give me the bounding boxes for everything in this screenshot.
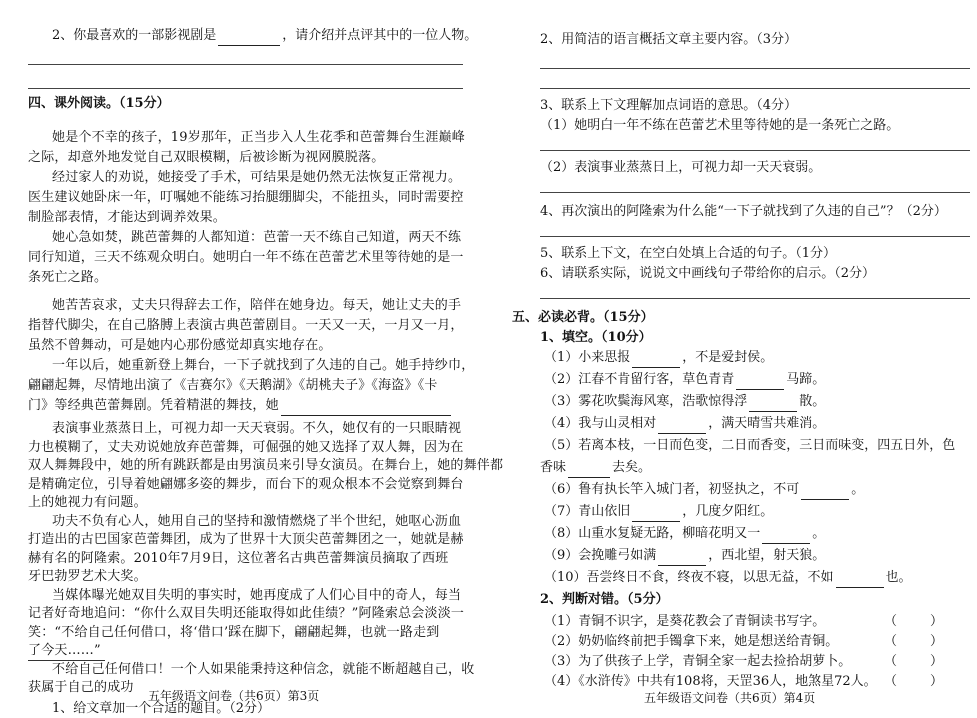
passage-line: 当媒体曝光她双目失明的事实时，她再度成了人们心目中的奇人，每当 [52, 587, 462, 603]
passage-line: 她苦苦哀求，丈夫只得辞去工作，陪伴在她身边。每天，她让丈夫的手 [52, 298, 462, 313]
passage-line: 翩翩起舞，尽情地出演了《吉赛尔》《天鹅湖》《胡桃夫子》《海盗》《卡 [28, 378, 438, 393]
right-page-footer: 五年级语文问卷（共6页）第4页 [644, 691, 816, 705]
question-5: 5、联系上下文，在空白处填上合适的句子。（1分） [540, 246, 837, 261]
passage-line: 制脸部表情，才能达到调养效果。 [28, 210, 227, 225]
answer-blank[interactable] [632, 508, 680, 522]
answer-line[interactable] [28, 88, 463, 89]
passage-line: 打造出的古巴国家芭蕾舞团，成为了世界十大顶尖芭蕾舞团之一，她就是赫 [28, 532, 464, 547]
passage-line: 力也模糊了，丈夫劝说她放弃芭蕾舞，可倔强的她又选择了双人舞，因为在 [28, 439, 464, 455]
fill-item: （2）江春不肯留行客，草色青青 马蹄。 [544, 370, 825, 390]
answer-line[interactable] [540, 88, 970, 89]
passage-line: 赫有名的阿隆索。2010年7月9日，这位著名古典芭蕾舞演员摘取了西班 [28, 550, 449, 566]
passage-line: 不给自己任何借口！一个人如果能秉持这种信念，就能不断超越自己，收 [52, 661, 475, 677]
judge-item: （1）青铜不识字，是葵花教会了青铜读书写字。 [544, 614, 826, 629]
fill-item: 香味 去矣。 [540, 458, 651, 478]
answer-line[interactable] [28, 64, 463, 65]
answer-blank[interactable] [762, 530, 810, 544]
fill-item: （8）山重水复疑无路，柳暗花明又一 。 [544, 524, 825, 544]
passage-line: 双人舞舞段中，她的所有跳跃都是由男演员来引导女演员。在舞台上，她的舞伴都 [28, 458, 504, 473]
passage-line: 功夫不负有心人，她用自己的坚持和激情燃烧了半个世纪，她呕心沥血 [52, 513, 462, 529]
q2-text-end: ，请介绍并点评其中的一位人物。 [282, 28, 478, 43]
question-3-word-meaning: 3、联系上下文理解加点词语的意思。（4分） [540, 98, 798, 113]
question-3-1: （1）她明白一年不练在芭蕾艺术里等待她的是一条死亡之路。 [540, 118, 900, 133]
passage-line: 表演事业蒸蒸日上，可视力却一天天衰弱。不久，她仅有的一只眼睛视 [52, 421, 462, 436]
passage-line: 指替代脚尖，在自己胳膊上表演古典芭蕾剧目。一天又一天，一月又一月， [28, 318, 464, 333]
passage-text: 门》等经典芭蕾舞剧。凭着精湛的舞技，她 [28, 398, 279, 413]
fill-item: （5）若离本枝，一日而色变，二日而香变，三日而味变，四五日外，色 [544, 438, 956, 453]
section-4-title: 四、课外阅读。（15分） [28, 96, 170, 111]
answer-line[interactable] [540, 236, 970, 237]
question-4: 4、再次演出的阿隆索为什么能“一下子就找到了久违的自己”？（2分） [540, 204, 947, 219]
fill-item: （6）鲁有执长竿入城门者，初竖执之，不可 。 [544, 480, 864, 500]
fill-item: （4）我与山灵相对 ，满天晴雪共难消。 [544, 414, 825, 434]
passage-line: 医生建议她卧床一年，叮嘱她不能练习抬腿绷脚尖，不能扭头，同时需要控 [28, 190, 464, 205]
answer-blank[interactable] [801, 486, 849, 500]
answer-blank[interactable] [658, 420, 706, 434]
answer-blank[interactable] [836, 574, 884, 588]
passage-line: 她心急如焚，跳芭蕾舞的人都知道：芭蕾一天不练自己知道，两天不练 [52, 230, 462, 245]
fill-item: （1）小来思报 ，不是爱封侯。 [544, 348, 773, 368]
question-3-2: （2）表演事业蒸蒸日上，可视力却一天天衰弱。 [540, 160, 822, 175]
fill-in-title: 1、填空。（10分） [540, 330, 652, 345]
question-2-summary: 2、用简洁的语言概括文章主要内容。（3分） [540, 32, 798, 47]
answer-blank[interactable] [568, 464, 610, 478]
answer-blank[interactable] [632, 354, 680, 368]
fill-item: （10）吾尝终日不食，终夜不寝，以思无益，不如 也。 [544, 568, 912, 588]
passage-line: 她是个不幸的孩子，19岁那年，正当步入人生花季和芭蕾舞台生涯巅峰 [52, 130, 465, 145]
passage-line: 获属于自己的成功 [28, 680, 134, 695]
answer-blank[interactable] [658, 552, 706, 566]
judge-item: （2）奶奶临终前把手镯拿下来，她是想送给青铜。 [544, 634, 839, 649]
section-5-title: 五、必读必背。（15分） [512, 310, 654, 325]
fill-sentence-blank[interactable] [281, 402, 451, 416]
question-1-title: 1、给文章加一个合适的题目。（2分） [52, 700, 271, 716]
judge-answer-box[interactable]: （ ） [884, 674, 944, 689]
judge-answer-box[interactable]: （ ） [884, 654, 944, 669]
answer-line[interactable] [540, 298, 970, 299]
answer-line[interactable] [540, 150, 970, 151]
true-false-title: 2、判断对错。（5分） [540, 592, 669, 607]
right-page [500, 0, 977, 706]
passage-line: 同行知道，三天不练观众明白。她明白一年不练在芭蕾艺术里等待她的是一 [28, 250, 464, 265]
passage-line: 条死亡之路。 [28, 270, 108, 285]
passage-line: 笑：“不给自己任何借口，将‘借口’踩在脚下，翩翩起舞，也就一路走到 [28, 624, 440, 640]
answer-blank[interactable] [736, 376, 784, 390]
passage-line: 上的她视力有问题。 [28, 495, 147, 510]
fill-item: （7）青山依旧 ，几度夕阳红。 [544, 502, 773, 522]
passage-line: 记者好奇地追问：“你什么双目失明还能取得如此佳绩？”阿隆索总会淡淡一 [28, 606, 465, 621]
q2-text: 2、你最喜欢的一部影视剧是 [52, 28, 217, 43]
passage-line: 经过家人的劝说，她接受了手术，可结果是她仍然无法恢复正常视力。 [52, 170, 462, 185]
question-6: 6、请联系实际，说说文中画线句子带给你的启示。（2分） [540, 266, 876, 281]
answer-blank[interactable] [749, 398, 797, 412]
passage-line: 牙巴勃罗艺术大奖。 [28, 569, 147, 584]
judge-answer-box[interactable]: （ ） [884, 614, 944, 629]
passage-line: 虽然不曾舞动，可是她内心那份感觉却真实地存在。 [28, 338, 332, 353]
judge-item: （4）《水浒传》中共有108将，天罡36人，地煞星72人。 [544, 674, 877, 689]
passage-line: 是精确定位，引导着她翩娜多姿的舞步，而台下的观众根本不会觉察到舞台 [28, 476, 464, 492]
answer-blank[interactable] [218, 32, 280, 46]
passage-line: 之际，却意外地发觉自己双眼模糊，后被诊断为视网膜脱落。 [28, 150, 385, 165]
passage-line: 一年以后，她重新登上舞台，一下子就找到了久违的自己。她手持纱巾， [52, 358, 475, 373]
left-page-footer: 五年级语文问卷（共6页）第3页 [148, 689, 320, 703]
judge-answer-box[interactable]: （ ） [884, 634, 944, 649]
answer-line[interactable] [540, 192, 970, 193]
fill-item: （9）会挽雕弓如满 ，西北望，射天狼。 [544, 546, 825, 566]
judge-item: （3）为了供孩子上学，青铜全家一起去捡拾胡萝卜。 [544, 654, 852, 669]
fill-item: （3）雾花吹鬓海风寒，浩歌惊得浮 散。 [544, 392, 825, 412]
question-2-favorite-drama [52, 26, 477, 46]
passage-line-with-blank [28, 396, 453, 416]
passage-line-underlined: 了今天……” [28, 642, 105, 661]
answer-line[interactable] [540, 68, 970, 69]
